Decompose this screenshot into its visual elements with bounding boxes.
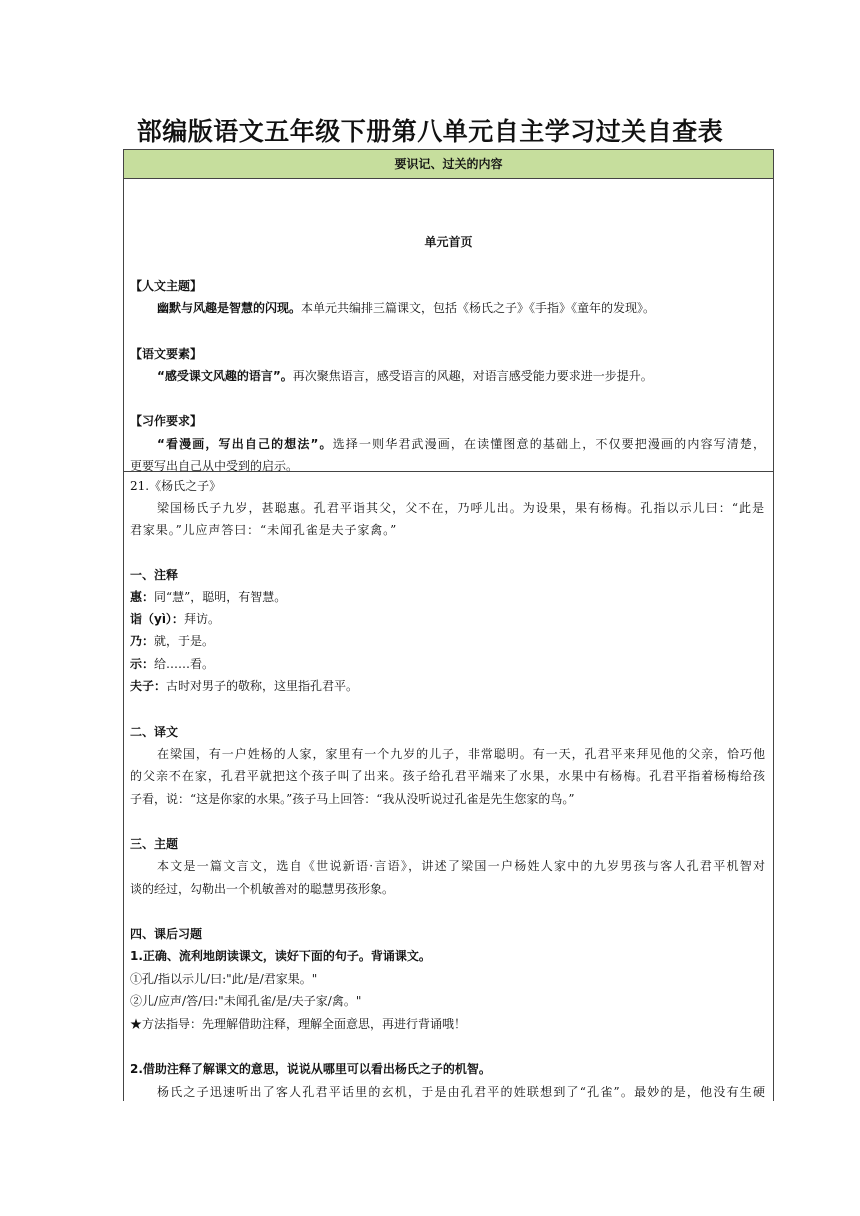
writing-line-2: 更要写出自己从中受到的启示。	[130, 459, 299, 473]
elements-text: 再次聚焦语言，感受语言的风趣，对语言感受能力要求进一步提升。	[292, 369, 653, 383]
note-term: 诣（yì）：	[130, 612, 184, 626]
table-header: 要识记、过关的内容	[124, 150, 773, 179]
translation-line-3: 子看，说：“这是你家的水果。”孩子马上回答：“我从没听说过孔雀是先生您家的鸟。”	[130, 792, 575, 806]
note-term: 示：	[130, 657, 155, 671]
writing-label: 【习作要求】	[130, 414, 203, 428]
question-2-answer: 杨氏之子迅速听出了客人孔君平话里的玄机，于是由孔君平的姓联想到了“孔雀”。最妙的是，他没有生硬	[157, 1085, 765, 1099]
note-def: 给……看。	[154, 657, 215, 671]
theme-line-1: 本文是一篇文言文，选自《世说新语·言语》，讲述了梁国一户杨姓人家中的九岁男孩与客人孔君平机智对	[157, 859, 765, 873]
note-item	[130, 611, 765, 627]
lesson-text-1: 梁国杨氏子九岁，甚聪惠。孔君平诣其父，父不在，乃呼儿出。为设果，果有杨梅。孔指以示儿曰：“此是	[157, 501, 765, 515]
writing-text-1: 选择一则华君武漫画，在读懂图意的基础上，不仅要把漫画的内容写清楚，	[332, 437, 765, 451]
unit-heading: 单元首页	[424, 235, 473, 249]
writing-bold: “看漫画，写出自己的想法”。	[157, 437, 333, 451]
question-1-tip: ★方法指导：先理解借助注释，理解全面意思，再进行背诵哦！	[130, 1017, 467, 1031]
unit-overview-cell	[124, 179, 773, 472]
note-def: 古时对男子的敬称，这里指孔君平。	[166, 679, 359, 693]
elements-label: 【语文要素】	[130, 347, 203, 361]
writing-line-1	[157, 436, 765, 452]
notes-heading: 一、注释	[130, 568, 179, 582]
question-1: 1.正确、流利地朗读课文，读好下面的句子。背诵课文。	[130, 949, 431, 963]
elements-line	[157, 368, 765, 384]
question-2: 2.借助注释了解课文的意思，说说从哪里可以看出杨氏之子的机智。	[130, 1062, 491, 1076]
lesson-title: 21.《杨氏之子》	[130, 479, 222, 493]
note-item	[130, 589, 765, 605]
note-term: 夫子：	[130, 679, 167, 693]
note-term: 惠：	[130, 590, 155, 604]
checklist-table	[123, 149, 774, 1101]
note-item	[130, 656, 765, 672]
question-1-line-1: ①孔/指以示儿/曰:"此/是/君家果。"	[130, 972, 318, 986]
note-item	[130, 633, 765, 649]
theme-text: 本单元共编排三篇课文，包括《杨氏之子》《手指》《童年的发现》。	[301, 301, 656, 315]
exercises-heading: 四、课后习题	[130, 927, 203, 941]
translation-heading: 二、译文	[130, 725, 179, 739]
note-def: 就，于是。	[154, 634, 215, 648]
lesson-text-2: 君家果。”儿应声答曰：“未闻孔雀是夫子家禽。”	[130, 523, 398, 537]
note-def: 拜访。	[183, 612, 220, 626]
translation-line-1: 在梁国，有一户姓杨的人家，家里有一个九岁的儿子，非常聪明。有一天，孔君平来拜见他的父亲，恰巧他	[157, 747, 765, 761]
note-def: 同“慧”，聪明，有智慧。	[154, 590, 287, 604]
note-item	[130, 678, 765, 694]
theme-heading: 三、主题	[130, 837, 179, 851]
elements-bold: “感受课文风趣的语言”。	[157, 369, 293, 383]
question-1-line-2: ②儿/应声/答/曰:"未闻孔雀/是/夫子家/禽。"	[130, 994, 362, 1008]
theme-line-2: 谈的经过，勾勒出一个机敏善对的聪慧男孩形象。	[130, 882, 395, 896]
translation-line-2: 的父亲不在家，孔君平就把这个孩子叫了出来。孩子给孔君平端来了水果，水果中有杨梅。孔君平指着杨梅给孩	[130, 769, 765, 783]
page-title: 部编版语文五年级下册第八单元自主学习过关自查表	[136, 117, 724, 146]
theme-bold: 幽默与风趣是智慧的闪现。	[157, 301, 302, 315]
theme-line	[157, 300, 765, 316]
theme-label: 【人文主题】	[130, 279, 203, 293]
note-term: 乃：	[130, 634, 155, 648]
